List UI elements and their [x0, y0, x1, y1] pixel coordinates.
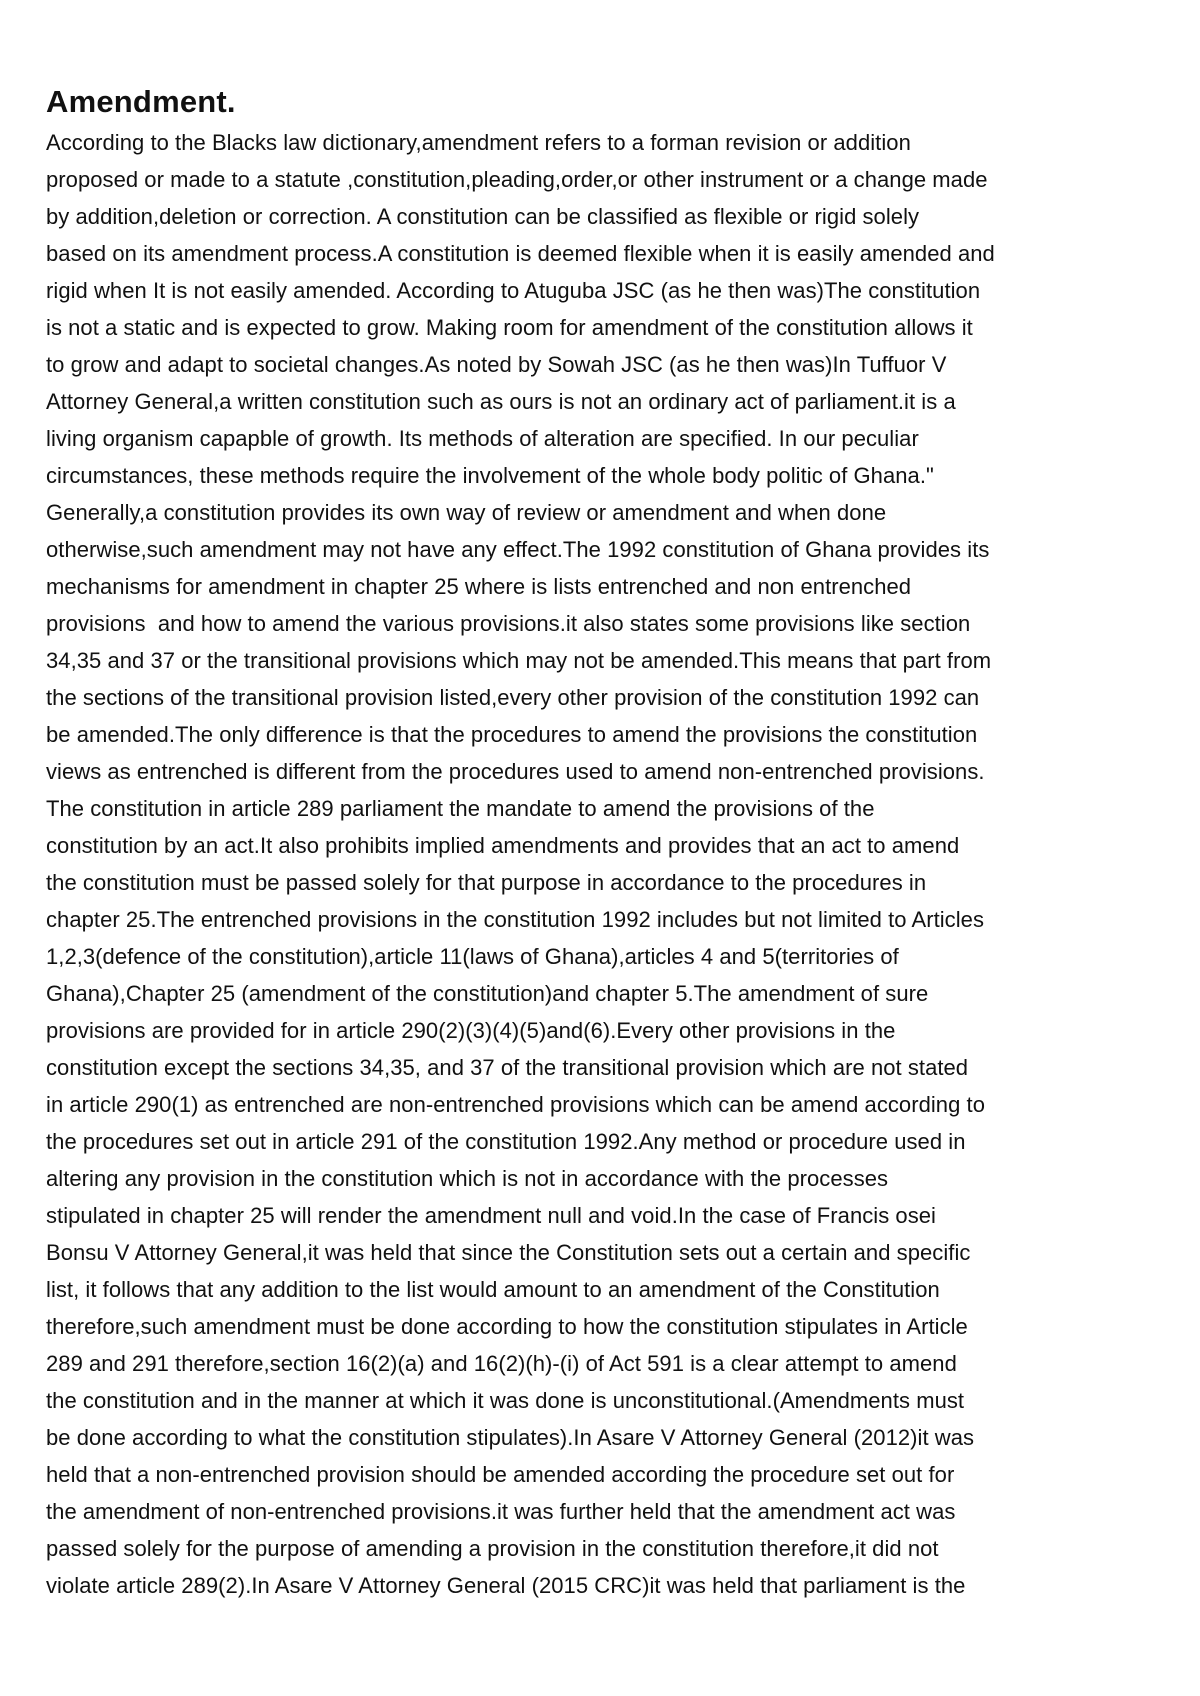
body-line: 1,2,3(defence of the constitution),article 11(laws of Ghana),articles 4 and 5(territories of	[46, 944, 899, 969]
body-line: rigid when It is not easily amended. According to Atuguba JSC (as he then was)The constitution	[46, 278, 981, 303]
body-line: the constitution and in the manner at which it was done is unconstitutional.(Amendments must	[46, 1388, 965, 1413]
body-line: chapter 25.The entrenched provisions in the constitution 1992 includes but not limited to Articles	[46, 907, 985, 932]
body-line: the procedures set out in article 291 of the constitution 1992.Any method or procedure used in	[46, 1129, 966, 1154]
body-line: constitution by an act.It also prohibits implied amendments and provides that an act to amend	[46, 833, 960, 858]
body-line: passed solely for the purpose of amending a provision in the constitution therefore,it did not	[46, 1536, 939, 1561]
body-line: proposed or made to a statute ,constitution,pleading,order,or other instrument or a change made	[46, 167, 988, 192]
body-line: list, it follows that any addition to the list would amount to an amendment of the Constitution	[46, 1277, 940, 1302]
body-line: based on its amendment process.A constitution is deemed flexible when it is easily amended and	[46, 241, 995, 266]
body-line: to grow and adapt to societal changes.As noted by Sowah JSC (as he then was)In Tuffuor V	[46, 352, 947, 377]
body-line: is not a static and is expected to grow. Making room for amendment of the constitution allows it	[46, 315, 973, 340]
document-body	[46, 124, 1170, 1604]
body-line: views as entrenched is different from the procedures used to amend non-entrenched provisions.	[46, 759, 985, 784]
body-line: mechanisms for amendment in chapter 25 where is lists entrenched and non entrenched	[46, 574, 912, 599]
body-line: circumstances, these methods require the involvement of the whole body politic of Ghana."	[46, 463, 934, 488]
body-line: The constitution in article 289 parliament the mandate to amend the provisions of the	[46, 796, 875, 821]
body-line: therefore,such amendment must be done according to how the constitution stipulates in Article	[46, 1314, 968, 1339]
body-line: According to the Blacks law dictionary,amendment refers to a forman revision or addition	[46, 130, 911, 155]
body-line: be amended.The only difference is that the procedures to amend the provisions the constitution	[46, 722, 978, 747]
body-line: otherwise,such amendment may not have any effect.The 1992 constitution of Ghana provides its	[46, 537, 990, 562]
body-line: Bonsu V Attorney General,it was held that since the Constitution sets out a certain and specific	[46, 1240, 971, 1265]
body-line: living organism capapble of growth. Its methods of alteration are specified. In our peculiar	[46, 426, 919, 451]
document-page	[46, 82, 1170, 1604]
body-line: Ghana),Chapter 25 (amendment of the constitution)and chapter 5.The amendment of sure	[46, 981, 929, 1006]
body-line: Attorney General,a written constitution such as ours is not an ordinary act of parliament.it is a	[46, 389, 956, 414]
body-line: violate article 289(2).In Asare V Attorney General (2015 CRC)it was held that parliament is the	[46, 1573, 966, 1598]
body-line: Generally,a constitution provides its own way of review or amendment and when done	[46, 500, 887, 525]
body-line: the sections of the transitional provision listed,every other provision of the constitution 1992 can	[46, 685, 980, 710]
document-title: Amendment.	[46, 84, 236, 119]
body-line: the amendment of non-entrenched provisions.it was further held that the amendment act was	[46, 1499, 956, 1524]
body-line: be done according to what the constitution stipulates).In Asare V Attorney General (2012)it was	[46, 1425, 975, 1450]
body-line: altering any provision in the constitution which is not in accordance with the processes	[46, 1166, 889, 1191]
body-line: stipulated in chapter 25 will render the amendment null and void.In the case of Francis osei	[46, 1203, 936, 1228]
body-line: the constitution must be passed solely for that purpose in accordance to the procedures in	[46, 870, 927, 895]
body-line: held that a non-entrenched provision should be amended according the procedure set out for	[46, 1462, 955, 1487]
body-line: provisions and how to amend the various provisions.it also states some provisions like section	[46, 611, 971, 636]
body-line: in article 290(1) as entrenched are non-entrenched provisions which can be amend according to	[46, 1092, 985, 1117]
body-line: by addition,deletion or correction. A constitution can be classified as flexible or rigid solely	[46, 204, 920, 229]
body-line: 289 and 291 therefore,section 16(2)(a) and 16(2)(h)-(i) of Act 591 is a clear attempt to amend	[46, 1351, 957, 1376]
body-line: provisions are provided for in article 290(2)(3)(4)(5)and(6).Every other provisions in the	[46, 1018, 896, 1043]
body-line: 34,35 and 37 or the transitional provisions which may not be amended.This means that part from	[46, 648, 992, 673]
body-line: constitution except the sections 34,35, and 37 of the transitional provision which are not stated	[46, 1055, 969, 1080]
